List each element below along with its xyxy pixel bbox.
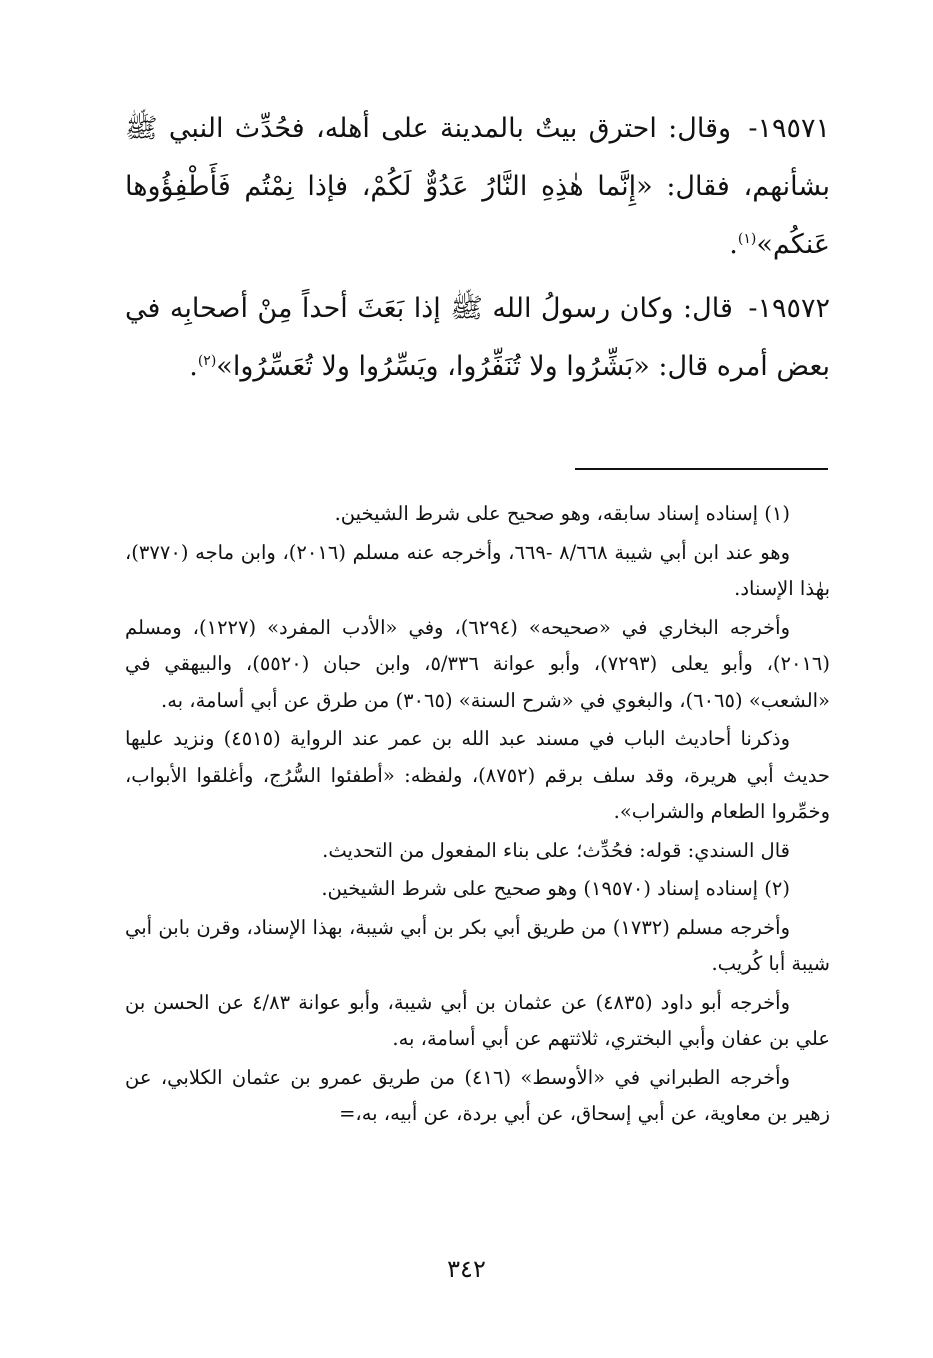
hadith-19572 [125,280,830,396]
footnote-paragraph: وأخرجه أبو داود (٤٨٣٥) عن عثمان بن أبي شيبة، وأبو عوانة ٤/٨٣ عن الحسن بن علي بن عفان وأبي البختري، ثلاثتهم عن أبي أسامة، به. [125,990,830,1050]
footnote-paragraph: وأخرجه مسلم (١٧٣٢) من طريق أبي بكر بن أبي شيبة، بهذا الإسناد، وقرن بابن أبي شيبة أبا كُريب. [125,915,830,975]
footnote-paragraph: (١) إسناده إسناد سابقه، وهو صحيح على شرط الشيخين. [334,502,790,525]
footnote-paragraph: (٢) إسناده إسناد (١٩٥٧٠) وهو صحيح على شرط الشيخين. [321,877,790,900]
footnote-paragraph: وأخرجه البخاري في «صحيحه» (٦٢٩٤)، وفي «الأدب المفرد» (١٢٢٧)، ومسلم (٢٠١٦)، وأبو يعلى (٧٢٩٣)، وأبو عوانة ٥/٣٣٦، وابن حبان (٥٥٢٠)، والبيهقي في «الشعب» (٦٠٦٥)، والبغوي في «شرح السنة» (٣٠٦٥) من طرق عن أبي أسامة، به. [125,615,831,712]
page-number: ٣٤٢ [447,1255,486,1283]
hadith-text: قال: وكان رسولُ الله ﷺ إذا بَعَثَ أحداً مِنْ أصحابِه في بعض أمره قال: «بَشِّرُوا ولا تُنَفِّرُوا، ويَسِّرُوا ولا تُعَسِّرُوا» [125,293,830,382]
hadith-end: . [729,229,738,260]
main-text-block [125,100,830,402]
footnote-paragraph: قال السندي: قوله: فحُدِّث؛ على بناء المفعول من التحديث. [322,838,790,862]
footnote-separator [575,468,828,470]
hadith-19571 [125,100,830,274]
footnotes-block [125,496,830,1135]
hadith-end: . [189,351,198,382]
hadith-text: وقال: احترق بيتٌ بالمدينة على أهله، فحُدِّث النبي ﷺ بشأنهم، فقال: «إِنَّما هٰذِهِ النَّارُ عَدُوٌّ لَكُمْ، فإذا نِمْتُم فَأَطْفِؤُوها عَنكُم» [125,113,830,260]
hadith-number: ١٩٥٧٢- [748,293,830,324]
footnote-paragraph: وهو عند ابن أبي شيبة ٨/٦٦٨ -٦٦٩، وأخرجه عنه مسلم (٢٠١٦)، وابن ماجه (٣٧٧٠)، بهٰذا الإسناد. [125,540,830,600]
footnote-paragraph: وذكرنا أحاديث الباب في مسند عبد الله بن عمر عند الرواية (٤٥١٥) ونزيد عليها حديث أبي هريرة، وقد سلف برقم (٨٧٥٢)، ولفظه: «أطفئوا السُّرُج، وأغلقوا الأبواب، وخمِّروا الطعام والشراب». [125,727,830,823]
hadith-number: ١٩٥٧١- [748,113,830,144]
footnote-reference: (١) [737,231,757,247]
footnote-paragraph: وأخرجه الطبراني في «الأوسط» (٤١٦) من طريق عمرو بن عثمان الكلابي، عن زهير بن معاوية، عن أبي إسحاق، عن أبي بردة، عن أبيه، به،= [125,1065,830,1125]
footnote-reference: (٢) [197,353,217,369]
